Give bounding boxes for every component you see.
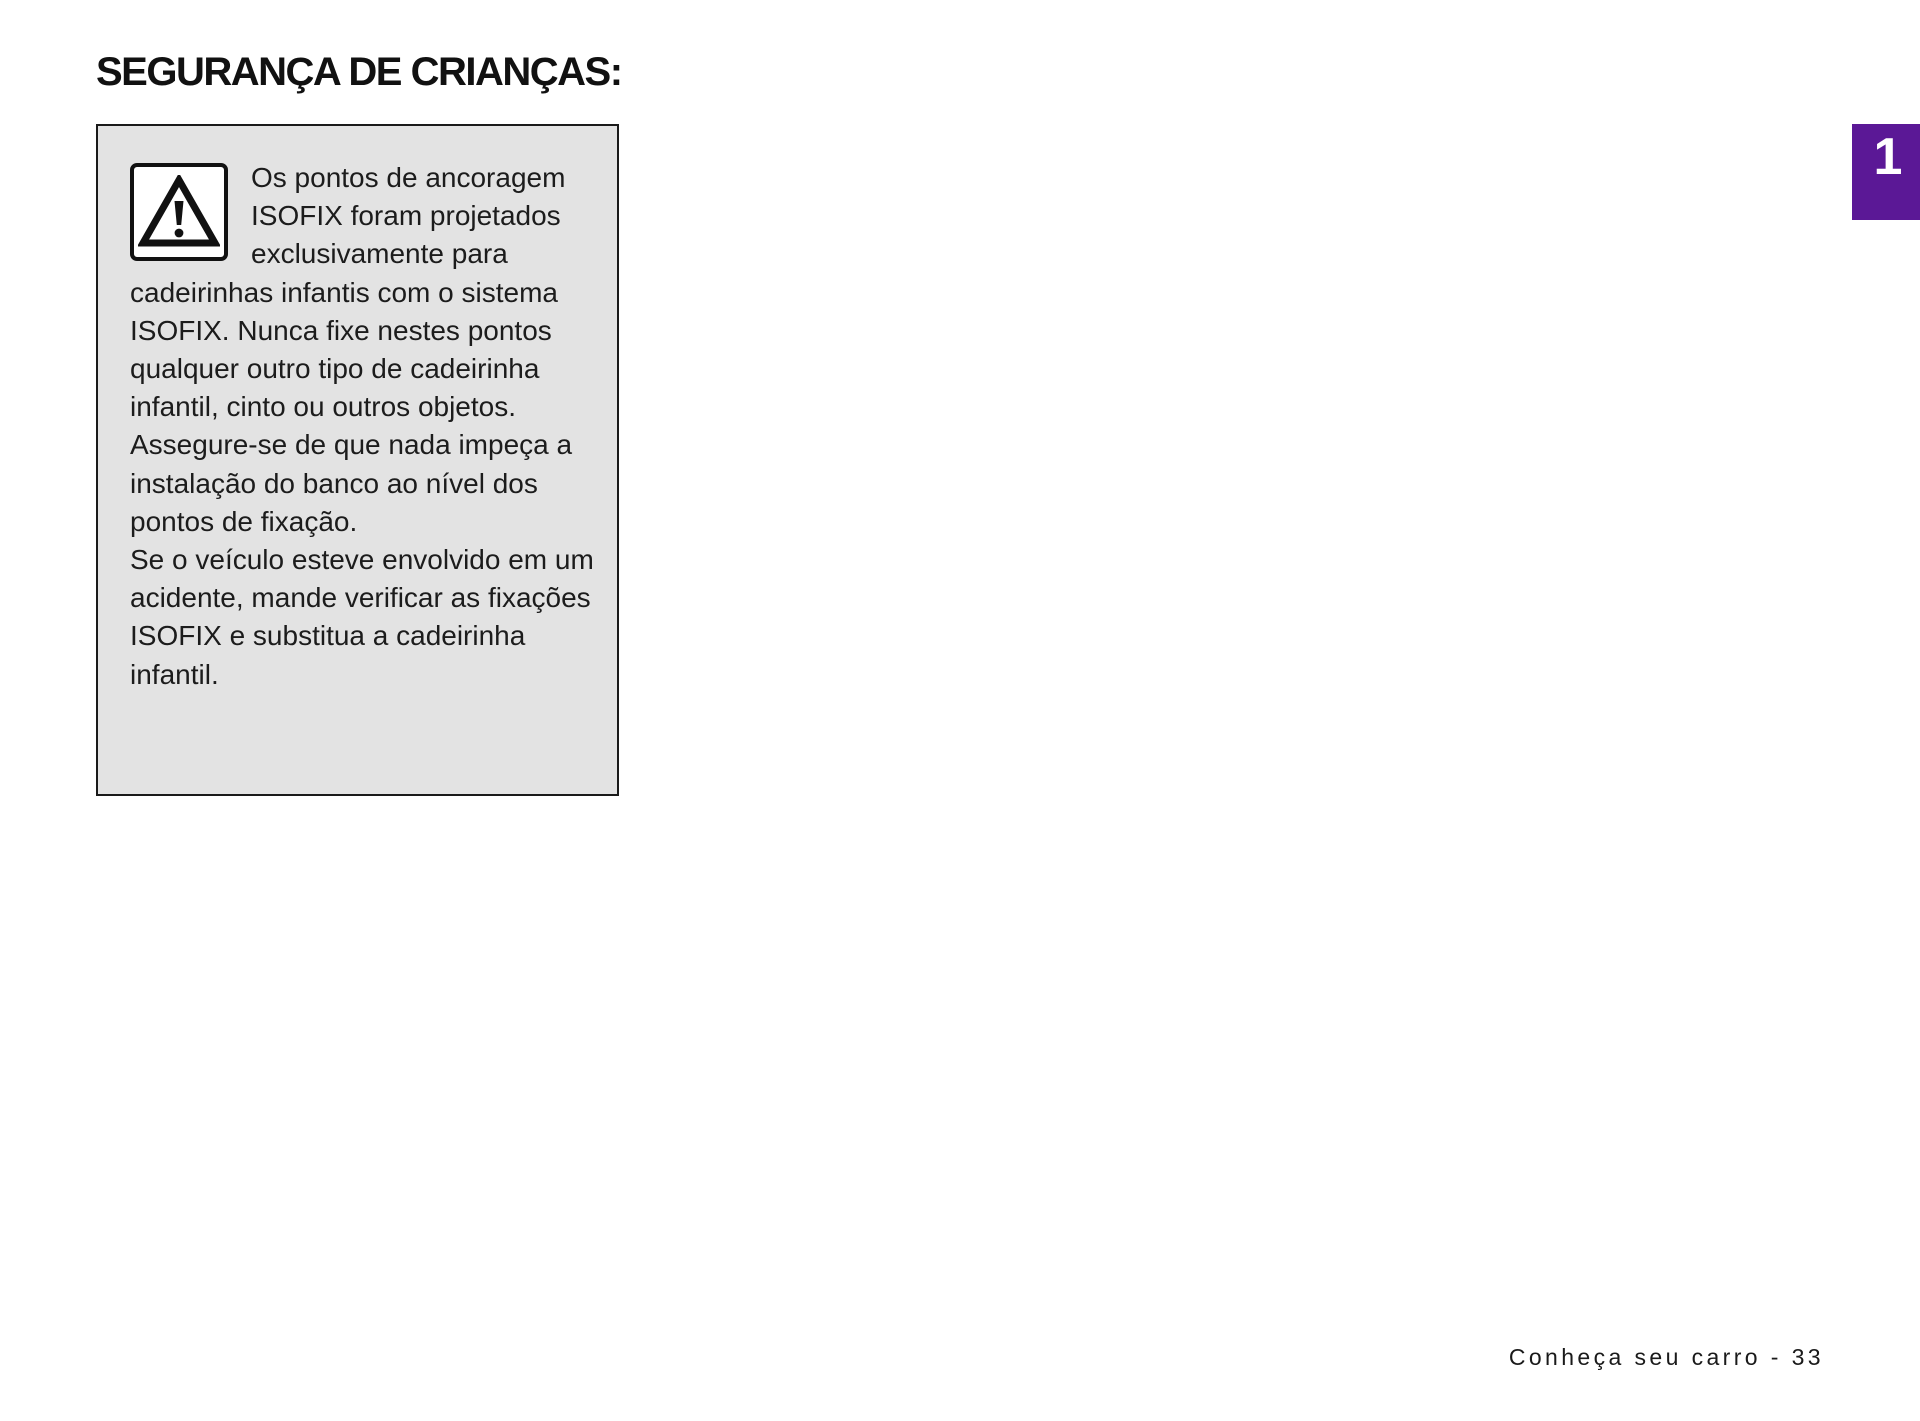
page-title: SEGURANÇA DE CRIANÇAS: bbox=[96, 50, 622, 94]
warning-paragraph-installation: Assegure-se de que nada impeça a instalação do banco ao nível dos pontos de fixação. bbox=[130, 429, 573, 537]
warning-box bbox=[96, 124, 619, 796]
warning-paragraph-isofix: Os pontos de ancoragem ISOFIX foram projetados exclusivamente para cadeirinhas infantis com o sistema ISOFIX. Nunca fixe nestes pontos qualquer outro tipo de cadeirinha infantil, cinto ou outros objetos. bbox=[130, 162, 566, 423]
warning-triangle-icon bbox=[130, 163, 228, 261]
chapter-tab: 1 bbox=[1852, 124, 1920, 220]
page-footer: Conheça seu carro - 33 bbox=[1508, 1344, 1824, 1370]
warning-paragraph-accident: Se o veículo esteve envolvido em um acidente, mande verificar as fixações ISOFIX e substitua a cadeirinha infantil. bbox=[130, 544, 594, 690]
